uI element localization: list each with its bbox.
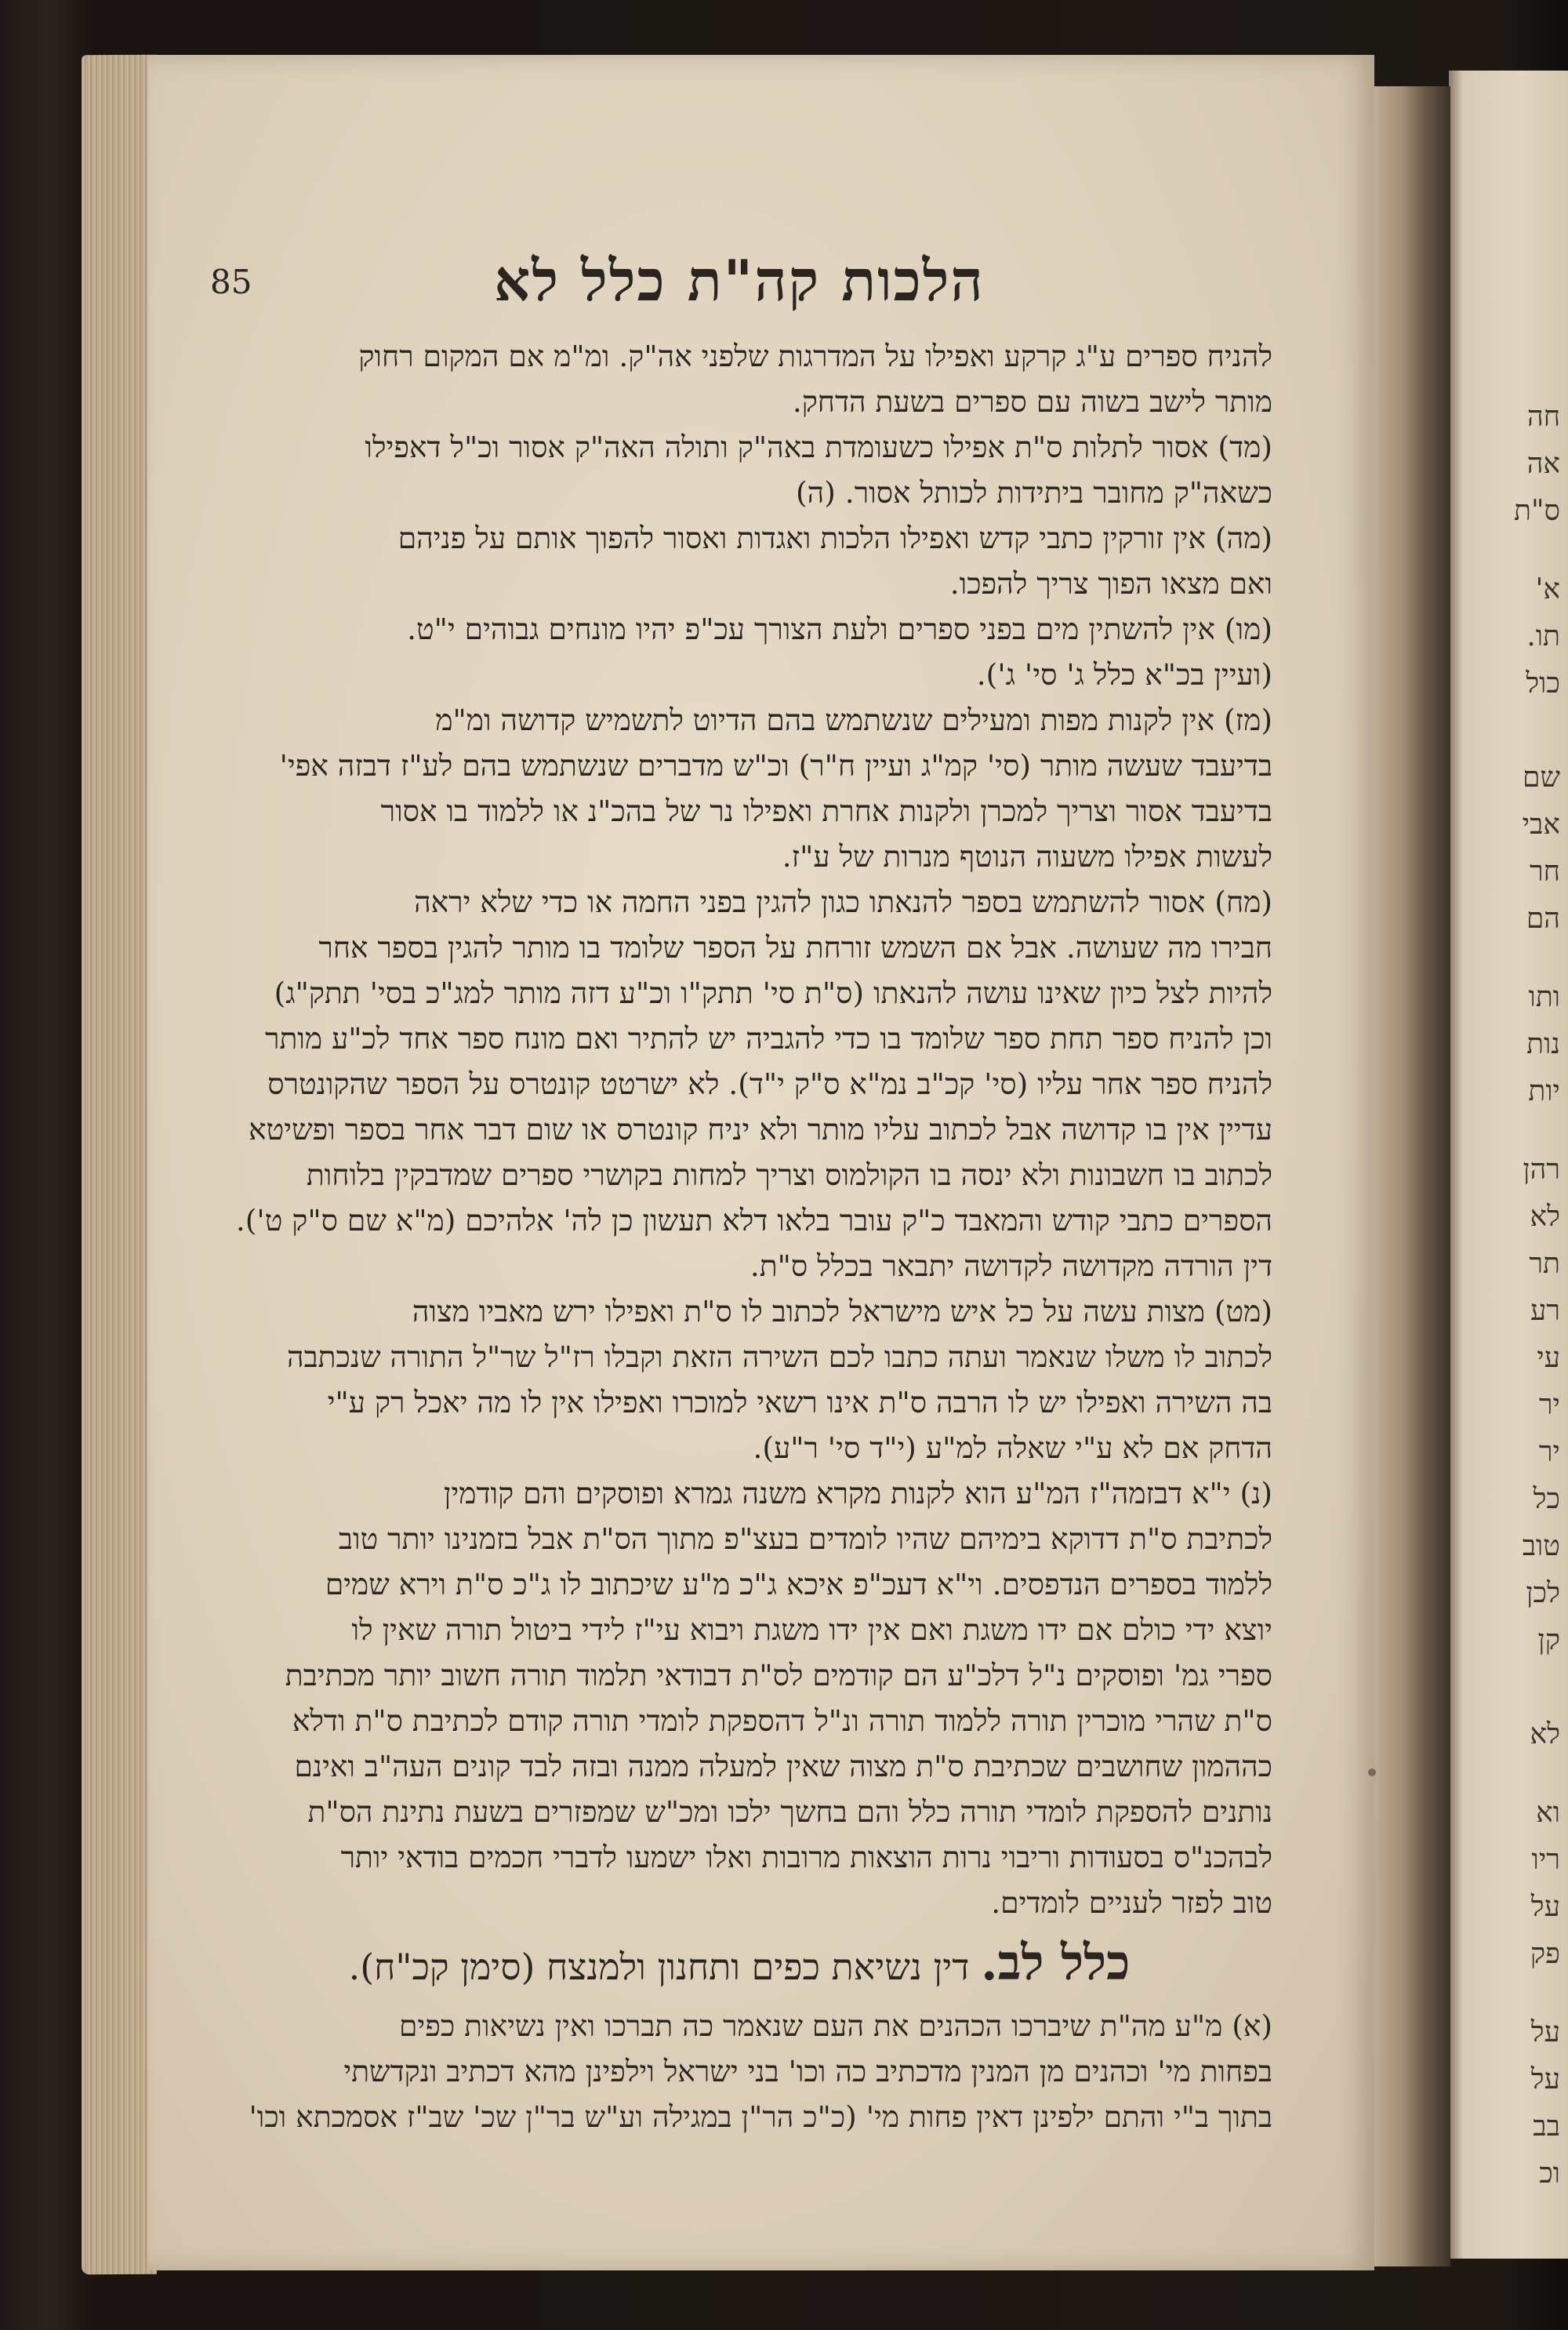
body-paragraph [206, 879, 1272, 1243]
book-page [147, 55, 1374, 2270]
body-paragraph [206, 697, 1272, 879]
facing-page-fragment: נות [1526, 1028, 1560, 1060]
text-line: מותר לישב בשוה עם ספרים בשעת הדחק. [792, 384, 1272, 419]
body-paragraph [206, 424, 1272, 515]
text-line: לבהכנ"ס בסעודות וריבוי נרות הוצאות מרובות ואלו ישמעו לדברי חכמים בודאי יותר [340, 1840, 1272, 1874]
text-line: להניח ספרים ע"ג קרקע ואפילו על המדרגות שלפני אה"ק. ומ"מ אם המקום רחוק [358, 339, 1272, 373]
body-paragraph [206, 1243, 1272, 1289]
text-line: לעשות אפילו משעוה הנוטף מנרות של ע"ז. [782, 839, 1272, 874]
final-paragraph [206, 2003, 1272, 2139]
body-paragraph [206, 1470, 1272, 1925]
text-line: בדיעבד אסור וצריך למכרן ולקנות אחרת ואפילו נר של בהכ"נ או ללמוד בו אסור [380, 794, 1272, 828]
text-line: בתוך ב"י והתם ילפינן דאין פחות מי' (כ"כ הר"ן במגילה וע"ש בר"ן שכ' שב"ז אסמכתא וכו' [249, 2099, 1272, 2134]
text-line: עדיין אין בו קדושה אבל לכתוב עליו מותר ולא יניח קונטרס או שום דבר אחר בספר ופשיטא [249, 1112, 1272, 1147]
section-heading [206, 1932, 1272, 1998]
body-paragraph [206, 1289, 1272, 1470]
facing-page-fragment: קן [1537, 1624, 1560, 1656]
facing-page-fragment: ס"ת [1514, 495, 1560, 527]
facing-page-fragment: חה [1526, 401, 1560, 433]
text-line: ללמוד בספרים הנדפסים. וי"א דעכ"פ איכא ג"כ מ"ע שיכתוב לו ג"כ ס"ת וירא שמים [325, 1567, 1272, 1601]
body-paragraph [206, 515, 1272, 606]
margin-mark [1368, 1768, 1376, 1776]
text-line: (מט) מצות עשה על כל איש מישראל לכתוב לו ס"ת ואפילו ירש מאביו מצוה [412, 1294, 1272, 1329]
section-heading-text: דין נשיאת כפים ותחנון ולמנצח (סימן קכ"ח). [348, 1946, 970, 1988]
page-number: 85 [210, 263, 252, 301]
facing-page-fragment: עי [1537, 1342, 1560, 1374]
facing-page-fragment: אה [1526, 448, 1560, 480]
book-page-edges [82, 55, 157, 2275]
body-text [206, 333, 1272, 1925]
facing-page-fragment: וא [1536, 1797, 1560, 1829]
text-line: יוצא ידי כולם אם ידו משגת ואם אין ידו משגת ויבוא עי"ז לידי ביטול תורה שאין לו [351, 1612, 1272, 1647]
text-line: (ועיין בכ"א כלל ג' סי' ג'). [976, 657, 1272, 692]
facing-page-fragment: לא [1530, 1718, 1560, 1750]
facing-page-fragment: יר [1538, 1389, 1560, 1421]
body-paragraph [206, 606, 1272, 697]
facing-page-fragment: וכ [1539, 2157, 1560, 2190]
facing-page-fragment: רהן [1523, 1154, 1560, 1186]
text-line: דין הורדה מקדושה לקדושה יתבאר בכלל ס"ת. [750, 1249, 1272, 1283]
facing-page-fragment: פק [1530, 1938, 1560, 1970]
facing-page-fragment: על [1530, 1891, 1560, 1923]
text-line: ספרי גמ' ופוסקים נ"ל דלכ"ע הם קודמים לס"ת דבודאי תלמוד תורה חשוב יותר מכתיבת [285, 1658, 1272, 1692]
facing-page-fragment: על [1530, 2063, 1560, 2096]
facing-page-fragment: הם [1526, 903, 1560, 935]
facing-page-fragment: חר [1530, 856, 1560, 888]
facing-page-fragment: יר [1538, 1436, 1560, 1468]
facing-page-fragment: על [1530, 2016, 1560, 2048]
text-line: נותנים להספקת לומדי תורה כלל והם בחשך ילכו ומכ"ש שמפזרים בשעת נתינת הס"ת [307, 1794, 1272, 1829]
text-line: וכן להניח ספר תחת ספר שלומד בו כדי להגביה יש להתיר ואם מונח ספר אחד לכ"ע מותר [265, 1021, 1272, 1056]
running-title: הלכות קה"ת כלל לא [494, 247, 985, 314]
text-line: (מה) אין זורקין כתבי קדש ואפילו הלכות ואגדות ואסור להפוך אותם על פניהם [397, 521, 1272, 555]
facing-page-fragment: טוב [1522, 1530, 1560, 1562]
text-line: לכתוב לו משלו שנאמר ועתה כתבו לכם השירה הזאת וקבלו רז"ל שר"ל התורה שנכתבה [287, 1339, 1272, 1374]
text-line: כההמון שחושבים שכתיבת ס"ת מצוה שאין למעלה ממנה ובזה לבד קונים העה"ב ואינם [294, 1749, 1272, 1783]
text-line: לכתיבת ס"ת דדוקא בימיהם שהיו לומדים בעצ"פ מתוך הס"ת אבל בזמנינו יותר טוב [338, 1521, 1272, 1556]
body-paragraph [206, 333, 1272, 424]
facing-page-fragment: כל [1533, 1483, 1560, 1515]
facing-page-fragment: א' [1535, 573, 1560, 605]
facing-page-fragment: ותו [1528, 981, 1560, 1013]
text-line: (מח) אסור להשתמש בספר להנאתו כגון להגין בפני החמה או כדי שלא יראה [414, 885, 1272, 919]
section-heading-number: כלל לב. [981, 1934, 1131, 1991]
text-line: ס"ת שהרי מוכרין תורה ללמוד תורה ונ"ל דהספקת לומדי תורה קודם לכתיבת ס"ת ודלא [292, 1703, 1272, 1738]
facing-page-fragment: לכן [1526, 1577, 1560, 1609]
text-line: (מז) אין לקנות מפות ומעילים שנשתמש בהם הדיוט לתשמיש קדושה ומ"מ [435, 703, 1272, 737]
text-line: ואם מצאו הפוך צריך להפכו. [949, 566, 1272, 601]
facing-page-fragment: לא [1530, 1201, 1560, 1233]
text-line: בפחות מי' וכהנים מן המנין מדכתיב כה וכו' בני ישראל וילפינן מהא דכתיב ונקדשתי [343, 2054, 1272, 2088]
facing-page-fragment: תו. [1526, 620, 1560, 652]
facing-page-fragment: ריו [1531, 1844, 1560, 1876]
page-content [206, 231, 1272, 2139]
page-header [206, 231, 1272, 333]
text-line: (נ) י"א דבזמה"ז המ"ע הוא לקנות מקרא משנה גמרא ופוסקים והם קודמין [443, 1476, 1272, 1510]
facing-page-fragment: כול [1526, 667, 1560, 700]
text-line: טוב לפזר לעניים לומדים. [991, 1885, 1272, 1920]
text-line: בדיעבד שעשה מותר (סי' קמ"ג ועיין ח"ר) וכ"ש מדברים שנשתמש בהם לע"ז דבזה אפי' [279, 748, 1272, 783]
text-line: לכתוב בו חשבונות ולא ינסה בו הקולמוס וצריך למחות בקושרי ספרים שמדבקין בלוחות [306, 1158, 1272, 1192]
facing-page-fragment: רע [1530, 1295, 1560, 1327]
facing-page-fragment: תר [1529, 1248, 1560, 1280]
facing-page-fragment: בב [1533, 2110, 1560, 2143]
text-line: להיות לצל כיון שאינו עושה להנאתו (ס"ת סי' תתק"ו וכ"ע דזה מותר למג"כ בסי' תתק"ג) [274, 976, 1272, 1010]
text-line: הספרים כתבי קודש והמאבד כ"ק עובר בלאו דלא תעשון כן לה' אלהיכם (מ"א שם ס"ק ט'). [235, 1203, 1272, 1238]
text-line: להניח ספר אחר עליו (סי' קכ"ב נמ"א ס"ק י"ד). לא ישרטט קונטרס על הספר שהקונטרס [267, 1067, 1272, 1101]
text-line: (מו) אין להשתין מים בפני ספרים ולעת הצורך עכ"פ יהיו מונחים גבוהים י"ט. [407, 612, 1272, 646]
text-line: הדחק אם לא ע"י שאלה למ"ע (י"ד סי' ר"ע). [753, 1430, 1272, 1465]
text-line: (מד) אסור לתלות ס"ת אפילו כשעומדת באה"ק ותולה האה"ק אסור וכ"ל דאפילו [365, 430, 1272, 464]
facing-page-fragment: שם [1523, 762, 1560, 794]
text-line: כשאה"ק מחובר ביתידות לכותל אסור. (ה) [796, 475, 1272, 510]
text-line: (א) מ"ע מה"ת שיברכו הכהנים את העם שנאמר כה תברכו ואין נשיאות כפים [398, 2008, 1272, 2043]
final-paragraph [206, 2003, 1272, 2139]
book-gutter [1364, 86, 1450, 2266]
facing-page-fragment: יות [1528, 1075, 1560, 1107]
facing-page-fragment: אבי [1522, 809, 1560, 841]
facing-page [1449, 71, 1568, 2259]
text-line: בה השירה ואפילו יש לו הרבה ס"ת אינו רשאי למוכרו ואפילו אין לו מה יאכל רק ע"י [327, 1385, 1272, 1419]
text-line: חבירו מה שעושה. אבל אם השמש זורחת על הספר שלומד בו מותר להגין בספר אחר [318, 930, 1272, 965]
